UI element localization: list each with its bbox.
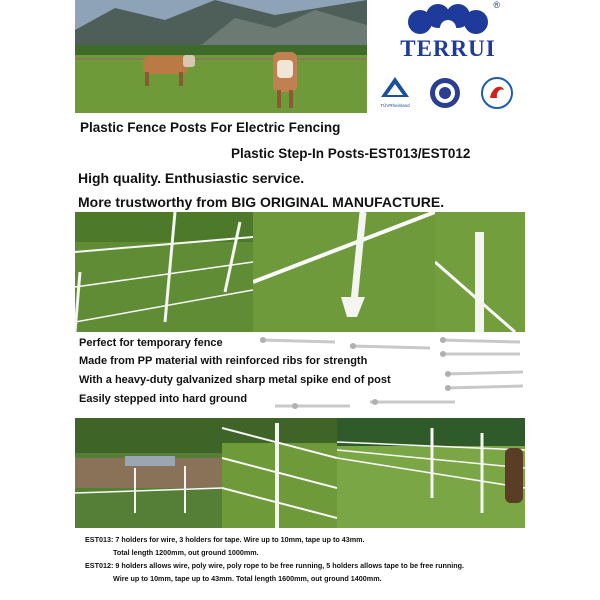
quality-cert-icon: [428, 76, 462, 115]
product-subtitle: Plastic Step-In Posts-EST013/EST012: [231, 146, 471, 161]
horse-paddock-photo: [337, 418, 525, 528]
pasture-cows-photo: [75, 0, 367, 113]
feature-item: Made from PP material with reinforced ribs for strength: [79, 355, 368, 367]
fence-posts-photo-2: [253, 212, 435, 332]
tuv-cert-icon: TÜVRheinland: [380, 76, 410, 106]
fence-posts-photo-1: [75, 212, 253, 332]
stable-fence-photo: [75, 418, 222, 528]
feature-item: Perfect for temporary fence: [79, 337, 223, 349]
brand-name: TERRUI: [400, 36, 496, 61]
fence-posts-photo-3: [435, 212, 525, 332]
spec-est012-length: Wire up to 10mm, tape up to 43mm. Total length 1600mm, out ground 1400mm.: [113, 574, 382, 583]
fence-line-photo: [222, 418, 337, 528]
spec-est012: EST012: 9 holders allows wire, poly wire, poly rope to be free running, 5 holders allows tape to be free running.: [85, 561, 465, 570]
slogan-manufacture: More trustworthy from BIG ORIGINAL MANUFACTURE.: [78, 194, 445, 210]
slogan-quality: High quality. Enthusiastic service.: [78, 170, 305, 186]
feature-item: Easily stepped into hard ground: [79, 393, 248, 405]
logo-flower-icon: [400, 2, 496, 36]
registered-mark: ®: [493, 0, 500, 10]
brand-cert-icon: [480, 76, 514, 115]
spec-est013-length: Total length 1200mm, out ground 1000mm.: [113, 548, 259, 557]
page-title: Plastic Fence Posts For Electric Fencing: [80, 120, 341, 135]
feature-item: With a heavy-duty galvanized sharp metal spike end of post: [79, 374, 391, 386]
terrui-logo: [372, 0, 524, 113]
spec-est013: EST013: 7 holders for wire, 3 holders for tape. Wire up to 10mm, tape up to 43mm.: [85, 535, 365, 544]
